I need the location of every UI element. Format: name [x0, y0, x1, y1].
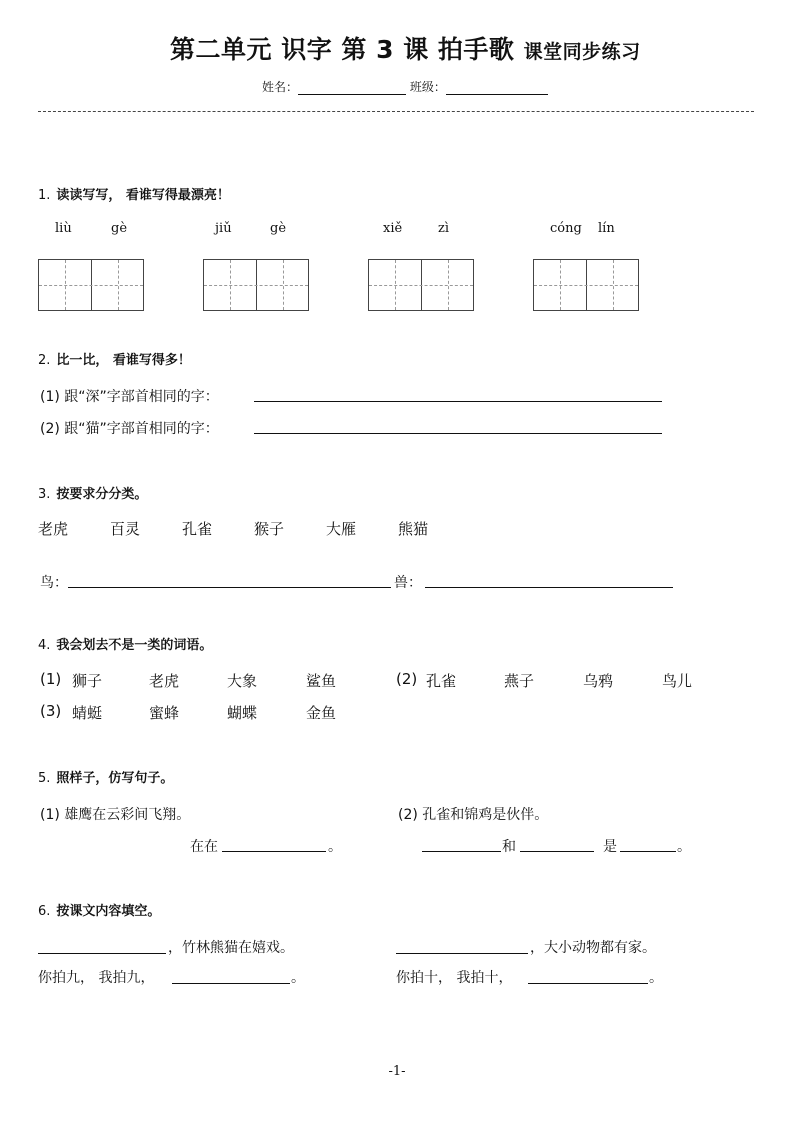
q1-heading: 1. 读读写写， 看谁写得最漂亮！ [38, 188, 230, 203]
student-info-line [262, 78, 548, 95]
q4-heading: 4. 我会划去不是一类的词语。 [38, 638, 213, 653]
q4-group2-word-1[interactable]: 孔雀 [426, 672, 457, 690]
q5-heading: 5. 照样子，仿写句子。 [38, 771, 174, 786]
q6-line2-right-period: 。 [649, 970, 663, 986]
q6-line2-right-blank[interactable] [528, 983, 648, 984]
q5-fill1-line[interactable] [222, 851, 326, 852]
q4-group3-word-2[interactable]: 蜜蜂 [149, 704, 180, 722]
pinyin-1a: liù [55, 221, 72, 236]
q5-fill2-end: 。 [677, 839, 691, 855]
q5-fill2-and: 和 [502, 839, 516, 855]
q4-group1-label: (1) [40, 670, 62, 688]
beast-label: 兽： [394, 575, 422, 591]
q2-item-1-label: (1) 跟“深”字部首相同的字： [40, 389, 219, 405]
bird-label: 鸟： [40, 575, 68, 591]
bird-answer-line[interactable] [68, 587, 391, 588]
q6-line2-right-text: 你拍十， 我拍十， [396, 970, 513, 986]
q3-heading: 3. 按要求分分类。 [38, 487, 148, 502]
q4-group2-word-2[interactable]: 燕子 [504, 672, 535, 690]
q3-word-5: 大雁 [326, 520, 357, 538]
q4-group2-word-3[interactable]: 乌鸦 [583, 672, 614, 690]
pinyin-1b: gè [111, 221, 128, 236]
q4-group3-label: (3) [40, 702, 62, 720]
title-main: 第二单元 识字 第 3 课 拍手歌 [170, 35, 515, 64]
pinyin-4b: lín [598, 221, 615, 236]
class-label: 班级： [409, 80, 446, 94]
q2-item-1-answer-line[interactable] [254, 401, 662, 402]
q6-line1-left-blank[interactable] [38, 953, 166, 954]
page-number: -1- [388, 1064, 406, 1079]
q6-line2-left-text: 你拍九， 我拍九， [38, 970, 155, 986]
writing-grid-1[interactable] [38, 259, 144, 311]
writing-grid-2[interactable] [203, 259, 309, 311]
q3-word-3: 孔雀 [182, 520, 213, 538]
q2-item-2-answer-line[interactable] [254, 433, 662, 434]
q4-group1-word-1[interactable]: 狮子 [72, 672, 103, 690]
q4-group2-word-4[interactable]: 鸟儿 [662, 672, 693, 690]
q6-line2-left-period: 。 [291, 970, 305, 986]
header-divider [38, 111, 754, 112]
beast-answer-line[interactable] [425, 587, 673, 588]
q5-fill1-word: 在在 [190, 839, 218, 855]
class-field[interactable] [446, 80, 548, 95]
pinyin-4a: cóng [550, 221, 582, 236]
pinyin-3a: xiě [383, 221, 403, 236]
q6-line1-right-blank[interactable] [396, 953, 528, 954]
q5-fill2-line-c[interactable] [620, 851, 676, 852]
pinyin-2b: gè [270, 221, 287, 236]
q4-group2-label: (2) [396, 670, 418, 688]
q3-word-4: 猴子 [254, 520, 285, 538]
q4-group1-word-4[interactable]: 鲨鱼 [306, 672, 337, 690]
q5-fill1-end: 。 [328, 839, 342, 855]
q3-word-2: 百灵 [110, 520, 141, 538]
q5-example-2: (2) 孔雀和锦鸡是伙伴。 [398, 807, 549, 823]
q2-item-2-label: (2) 跟“猫”字部首相同的字： [40, 421, 219, 437]
writing-grid-4[interactable] [533, 259, 639, 311]
q2-heading: 2. 比一比， 看谁写得多！ [38, 353, 191, 368]
q6-line1-left-text: ，竹林熊猫在嬉戏。 [168, 940, 294, 956]
name-field[interactable] [298, 80, 406, 95]
q4-group1-word-3[interactable]: 大象 [227, 672, 258, 690]
q6-line1-right-text: ，大小动物都有家。 [530, 940, 656, 956]
q4-group3-word-1[interactable]: 蜻蜓 [72, 704, 103, 722]
q3-word-1: 老虎 [38, 520, 69, 538]
q5-fill2-is: 是 [603, 839, 617, 855]
q4-group1-word-2[interactable]: 老虎 [149, 672, 180, 690]
name-label: 姓名： [262, 80, 299, 94]
q5-fill2-line-a[interactable] [422, 851, 501, 852]
page-title [170, 30, 641, 66]
q4-group3-word-3[interactable]: 蝴蝶 [227, 704, 258, 722]
q6-heading: 6. 按课文内容填空。 [38, 904, 161, 919]
q5-fill2-line-b[interactable] [520, 851, 594, 852]
q6-line2-left-blank[interactable] [172, 983, 290, 984]
pinyin-2a: jiǔ [215, 221, 232, 236]
pinyin-3b: zì [438, 221, 450, 236]
writing-grid-3[interactable] [368, 259, 474, 311]
title-sub: 课堂同步练习 [523, 41, 641, 63]
q5-example-1: (1) 雄鹰在云彩间飞翔。 [40, 807, 191, 823]
q3-word-6: 熊猫 [398, 520, 429, 538]
q4-group3-word-4[interactable]: 金鱼 [306, 704, 337, 722]
